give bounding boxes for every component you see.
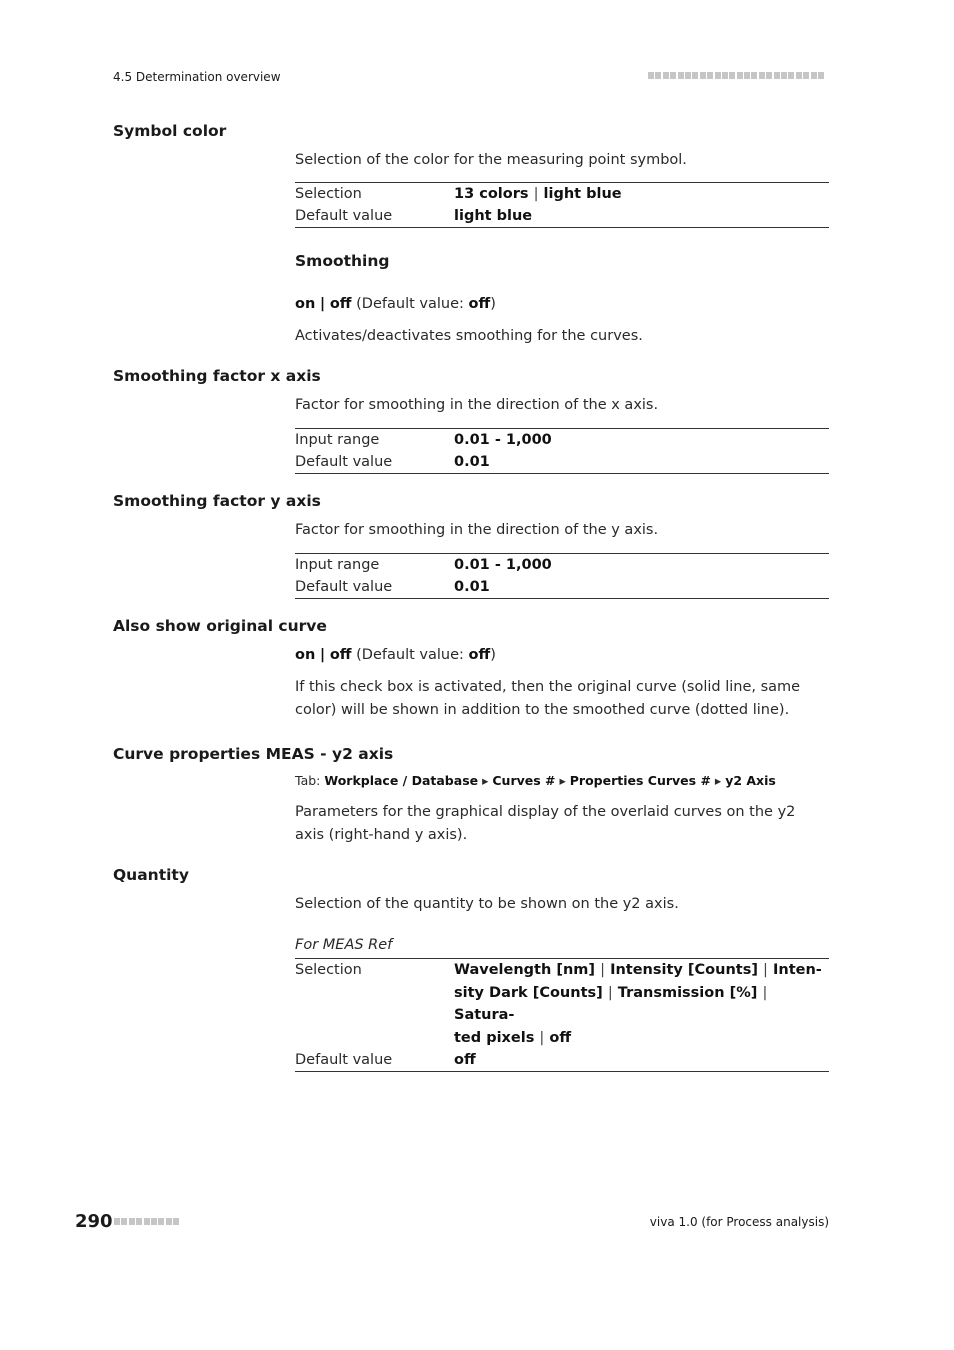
selection-value: 13 colors | light blue (454, 186, 622, 202)
original-curve-options: on | off (Default value: off) (295, 647, 496, 663)
default-label: Default value (295, 1052, 393, 1068)
default-label: Default value (295, 454, 393, 470)
default-value: 0.01 (454, 579, 490, 595)
table-row (295, 429, 829, 451)
running-header-section: 4.5 Determination overview (113, 70, 281, 84)
table-row (295, 959, 829, 1049)
original-curve-desc: If this check box is activated, then the original curve (solid line, same color) will be shown in addition to the smoothed curve (dotted line). (295, 679, 801, 718)
smoothing-y-title: Smoothing factor y axis (113, 492, 321, 510)
arrow-icon: ▸ (559, 773, 566, 788)
header-decoration-squares (648, 72, 829, 80)
curve-props-desc: Parameters for the graphical display of the overlaid curves on the y2 axis (right-hand y axis). (295, 804, 796, 843)
symbol-color-desc: Selection of the color for the measuring point symbol. (295, 152, 687, 168)
table-row (295, 554, 829, 576)
quantity-title: Quantity (113, 866, 189, 884)
quantity-table (295, 958, 829, 1072)
default-label: Default value (295, 579, 393, 595)
default-value: off (454, 1052, 476, 1068)
smoothing-x-table (295, 428, 829, 474)
for-meas-ref-label: For MEAS Ref (295, 937, 393, 953)
smoothing-options: on | off (Default value: off) (295, 296, 496, 312)
default-label: Default value (295, 208, 393, 224)
table-row (295, 576, 829, 598)
tab-path: Tab: Workplace / Database ▸ Curves # ▸ Properties Curves # ▸ y2 Axis (295, 773, 776, 788)
table-row (295, 205, 829, 227)
original-curve-title: Also show original curve (113, 617, 327, 635)
smoothing-title: Smoothing (295, 252, 390, 270)
arrow-icon: ▸ (482, 773, 489, 788)
default-value: 0.01 (454, 454, 490, 470)
quantity-desc: Selection of the quantity to be shown on the y2 axis. (295, 896, 679, 912)
range-value: 0.01 - 1,000 (454, 432, 552, 448)
table-row (295, 451, 829, 473)
default-value: light blue (454, 208, 533, 224)
selection-label: Selection (295, 962, 362, 978)
symbol-color-table (295, 182, 829, 228)
smoothing-desc: Activates/deactivates smoothing for the curves. (295, 328, 643, 344)
range-value: 0.01 - 1,000 (454, 557, 552, 573)
smoothing-x-title: Smoothing factor x axis (113, 367, 321, 385)
smoothing-x-desc: Factor for smoothing in the direction of the x axis. (295, 397, 659, 413)
selection-label: Selection (295, 186, 362, 202)
selection-value: Wavelength [nm] | Intensity [Counts] | Inten- sity Dark [Counts] | Transmission [%] | Satura- ted pixels | off (454, 962, 822, 1046)
table-row (295, 183, 829, 205)
range-label: Input range (295, 557, 380, 573)
footer-decoration-squares (114, 1218, 181, 1226)
symbol-color-title: Symbol color (113, 122, 227, 140)
page-number: 290 (75, 1211, 113, 1232)
range-label: Input range (295, 432, 380, 448)
smoothing-y-desc: Factor for smoothing in the direction of the y axis. (295, 522, 659, 538)
product-name: viva 1.0 (for Process analysis) (649, 1215, 829, 1229)
table-row (295, 1049, 829, 1071)
arrow-icon: ▸ (714, 773, 722, 788)
smoothing-y-table (295, 553, 829, 599)
curve-props-title: Curve properties MEAS - y2 axis (113, 745, 394, 763)
